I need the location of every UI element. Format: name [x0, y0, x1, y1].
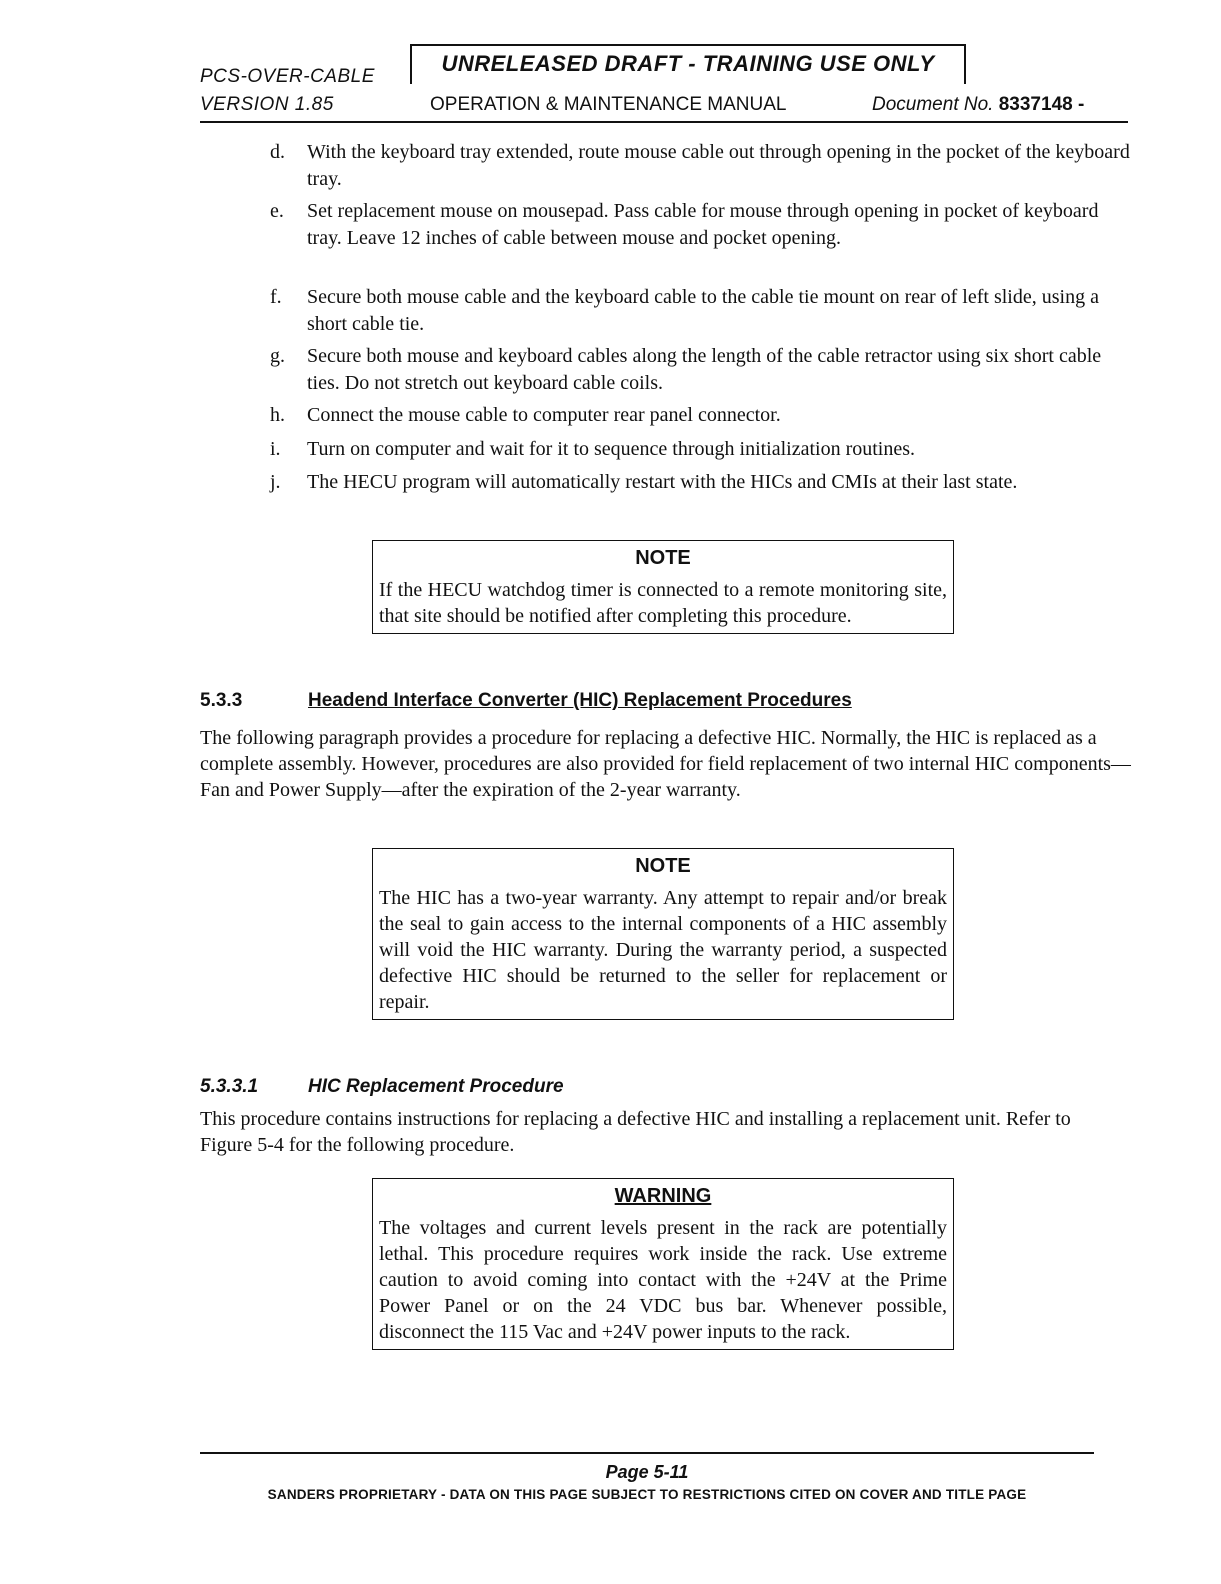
warning-title: WARNING: [614, 1185, 712, 1207]
warning-text: The voltages and current levels present in the rack are potentially lethal. This procedure requires work inside the rack. Use extreme caution to avoid coming into contact with the +24V at the Prime Power Panel or on the 24 VDC bus bar. Whenever possible, disconnect the 115 Vac and +24V power inputs to the rack.: [379, 1217, 947, 1343]
subsection-title: HIC Replacement Procedure: [308, 1076, 564, 1097]
step-letter: j.: [270, 471, 281, 493]
warning-box: [372, 1178, 954, 1350]
list-item: [270, 139, 1130, 193]
step-letter: f.: [270, 286, 282, 308]
proprietary-notice: SANDERS PROPRIETARY - DATA ON THIS PAGE SUBJECT TO RESTRICTIONS CITED ON COVER AND TITLE PAGE: [267, 1487, 1027, 1502]
step-letter: d.: [270, 141, 285, 163]
step-text: Set replacement mouse on mousepad. Pass cable for mouse through opening in pocket of keyboard tray. Leave 12 inches of cable between mouse and pocket opening.: [307, 200, 1099, 249]
list-item: [270, 469, 1130, 496]
list-item: [270, 284, 1130, 338]
note-text: If the HECU watchdog timer is connected to a remote monitoring site, that site should be notified after completing this procedure.: [379, 579, 947, 627]
section-paragraph: The following paragraph provides a procedure for replacing a defective HIC. Normally, the HIC is replaced as a complete assembly. However, procedures are also provided for field replacement of two internal HIC components—Fan and Power Supply—after the expiration of the 2-year warranty.: [200, 727, 1131, 801]
note-text: The HIC has a two-year warranty. Any attempt to repair and/or break the seal to gain access to the internal components of a HIC assembly will void the HIC warranty. During the warranty period, a suspected defective HIC should be returned to the seller for replacement or repair.: [379, 887, 947, 1013]
note-title: NOTE: [635, 547, 691, 569]
list-item: [270, 343, 1130, 397]
section-title: Headend Interface Converter (HIC) Replacement Procedures: [308, 690, 852, 711]
step-text: Connect the mouse cable to computer rear panel connector.: [307, 404, 781, 426]
step-letter: e.: [270, 200, 284, 222]
step-letter: h.: [270, 404, 285, 426]
step-letter: g.: [270, 345, 285, 367]
list-item: [270, 436, 1130, 463]
subsection-paragraph: This procedure contains instructions for replacing a defective HIC and installing a replacement unit. Refer to Figure 5-4 for the following procedure.: [200, 1108, 1071, 1156]
note-title: NOTE: [635, 855, 691, 877]
step-letter: i.: [270, 438, 281, 460]
step-text: With the keyboard tray extended, route mouse cable out through opening in the pocket of the keyboard tray.: [307, 141, 1130, 190]
header-version: VERSION 1.85: [200, 94, 334, 115]
document-number-label: Document No.: [872, 94, 994, 115]
document-number: [872, 94, 1084, 116]
step-text: Secure both mouse cable and the keyboard cable to the cable tie mount on rear of left slide, using a short cable tie.: [307, 286, 1099, 335]
subsection-number: 5.3.3.1: [200, 1076, 259, 1097]
step-text: Secure both mouse and keyboard cables along the length of the cable retractor using six short cable ties. Do not stretch out keyboard cable coils.: [307, 345, 1102, 394]
manual-title: OPERATION & MAINTENANCE MANUAL: [430, 94, 787, 115]
step-text: The HECU program will automatically restart with the HICs and CMIs at their last state.: [307, 471, 1018, 493]
draft-banner: UNRELEASED DRAFT - TRAINING USE ONLY: [410, 44, 966, 84]
header-rule: [200, 121, 1128, 123]
note-box: [372, 540, 954, 634]
step-text: Turn on computer and wait for it to sequence through initialization routines.: [307, 438, 916, 460]
list-item: [270, 198, 1130, 252]
header-product: PCS-OVER-CABLE: [200, 66, 375, 87]
page-number: Page 5-11: [605, 1462, 689, 1482]
footer-rule: [200, 1452, 1094, 1454]
document-number-value: 8337148 -: [998, 94, 1085, 115]
section-number: 5.3.3: [200, 690, 243, 711]
list-item: [270, 402, 1130, 429]
note-box: [372, 848, 954, 1020]
